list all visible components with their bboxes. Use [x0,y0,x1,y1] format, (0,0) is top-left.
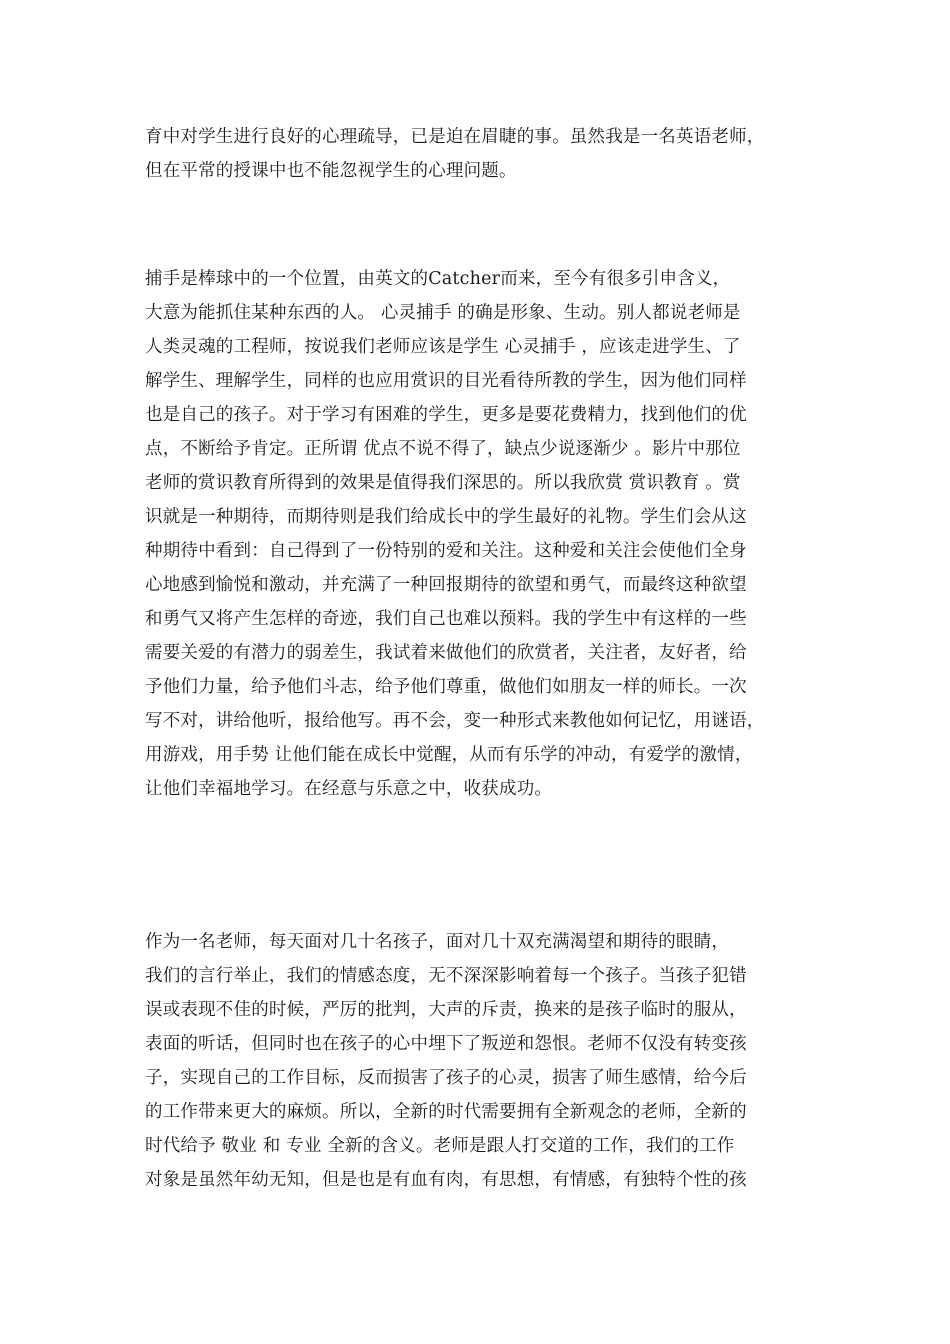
text-line: 写不对，讲给他听，报给他写。再不会，变一种形式来教他如何记忆，用谜语， [145,711,765,731]
text-line: 时代给予 敬业 和 专业 全新的含义。老师是跟人打交道的工作，我们的工作 [145,1136,735,1156]
text-line: 需要关爱的有潜力的弱差生，我试着来做他们的欣赏者，关注者，友好者，给 [145,643,747,663]
text-line: 心地感到愉悦和激动，并充满了一种回报期待的欲望和勇气，而最终这种欲望 [145,575,747,595]
text-line: 表面的听话，但同时也在孩子的心中埋下了叛逆和怨恨。老师不仅没有转变孩 [145,1034,747,1054]
text-line: 捕手是棒球中的一个位置，由英文的Catcher而来，至今有很多引申含义， [145,269,731,289]
text-line: 的工作带来更大的麻烦。所以，全新的时代需要拥有全新观念的老师，全新的 [145,1102,747,1122]
text-line: 育中对学生进行良好的心理疏导，已是迫在眉睫的事。虽然我是一名英语老师， [145,127,765,147]
text-line: 点，不断给予肯定。正所谓 优点不说不得了，缺点少说逐渐少 。影片中那位 [145,439,741,459]
paragraph-2 [145,262,815,806]
text-line: 种期待中看到：自己得到了一份特别的爱和关注。这种爱和关注会使他们全身 [145,541,747,561]
text-line: 用游戏，用手势 让他们能在成长中觉醒，从而有乐学的冲动，有爱学的激情， [145,745,753,765]
paragraph-3 [145,925,815,1197]
text-line: 大意为能抓住某种东西的人。 心灵捕手 的确是形象、生动。别人都说老师是 [145,303,741,323]
text-line: 我们的言行举止，我们的情感态度，无不深深影响着每一个孩子。当孩子犯错 [145,966,747,986]
text-line: 子，实现自己的工作目标，反而损害了孩子的心灵，损害了师生感情，给今后 [145,1068,747,1088]
text-line: 识就是一种期待，而期待则是我们给成长中的学生最好的礼物。学生们会从这 [145,507,747,527]
text-line: 作为一名老师，每天面对几十名孩子，面对几十双充满渴望和期待的眼睛， [145,932,730,952]
paragraph-1 [145,120,815,188]
text-line: 但在平常的授课中也不能忽视学生的心理问题。 [145,161,517,181]
text-line: 老师的赏识教育所得到的效果是值得我们深思的。所以我欣赏 赏识教育 。赏 [145,473,741,493]
text-line: 人类灵魂的工程师，按说我们老师应该是学生 心灵捕手 ，应该走进学生、了 [145,337,741,357]
text-line: 和勇气又将产生怎样的奇迹，我们自己也难以预料。我的学生中有这样的一些 [145,609,747,629]
text-line: 让他们幸福地学习。在经意与乐意之中，收获成功。 [145,779,553,799]
text-line: 解学生、理解学生，同样的也应用赏识的目光看待所教的学生，因为他们同样 [145,371,747,391]
text-line: 予他们力量，给予他们斗志，给予他们尊重，做他们如朋友一样的师长。一次 [145,677,747,697]
text-line: 也是自己的孩子。对于学习有困难的学生，更多是要花费精力，找到他们的优 [145,405,747,425]
text-line: 误或表现不佳的时候，严厉的批判，大声的斥责，换来的是孩子临时的服从， [145,1000,747,1020]
text-line: 对象是虽然年幼无知，但是也是有血有肉，有思想，有情感，有独特个性的孩 [145,1170,747,1190]
